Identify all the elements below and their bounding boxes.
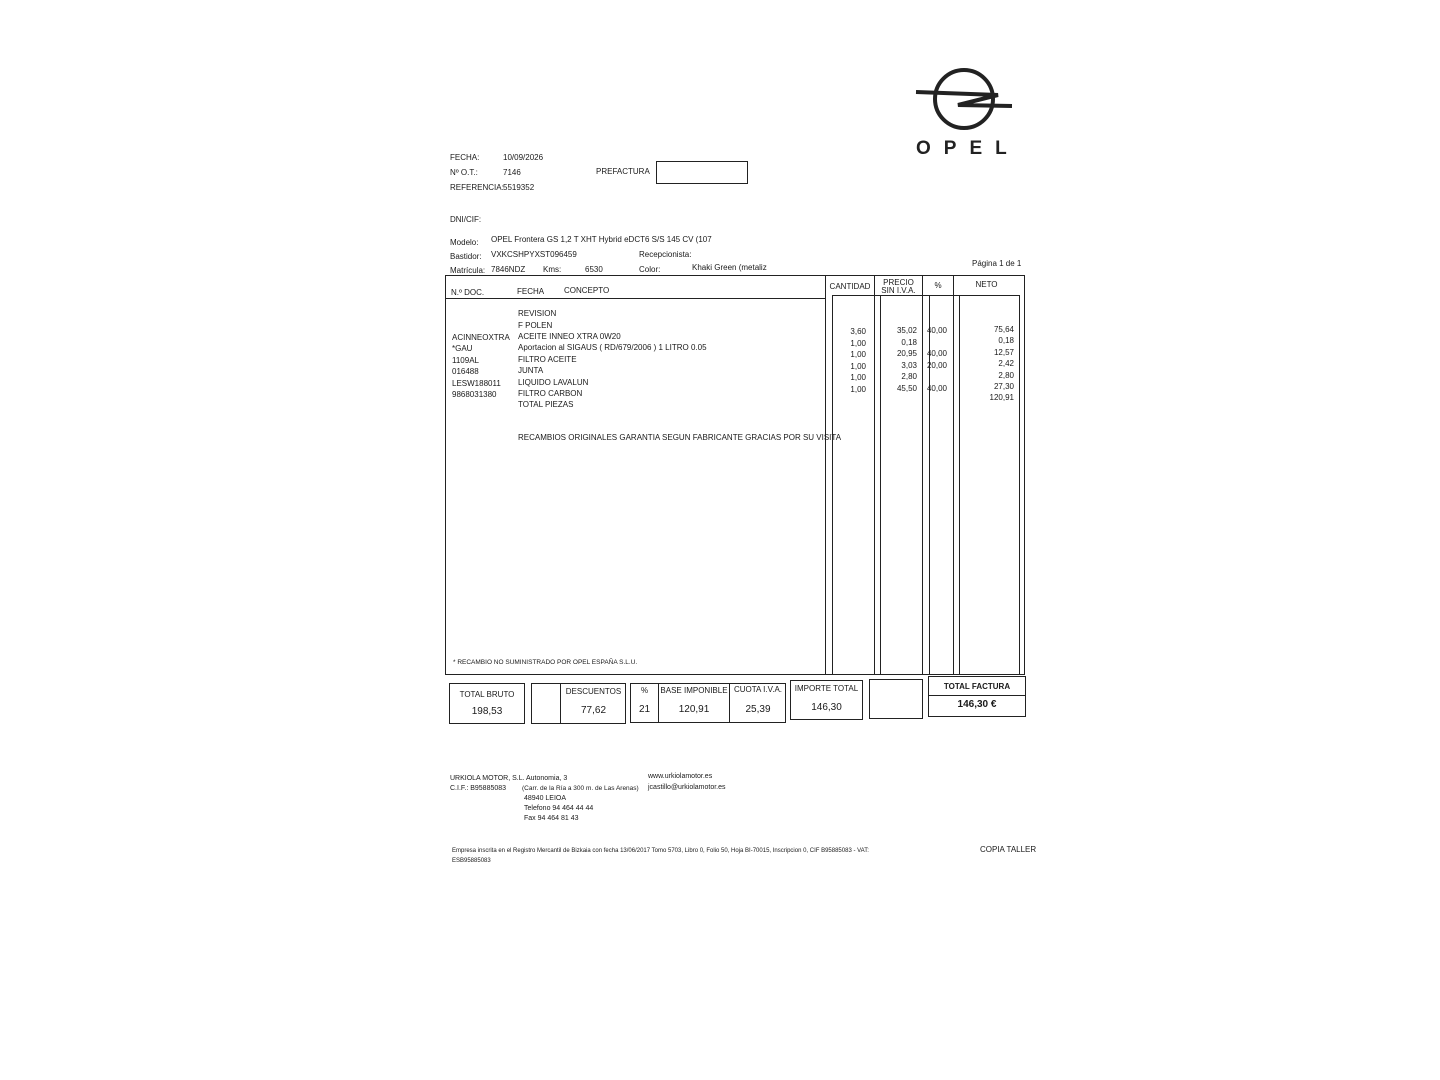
row-pct: 40,00 — [926, 384, 947, 393]
row-doc: 1109AL — [452, 356, 479, 365]
row-cantidad: 3,60 — [850, 327, 866, 336]
row-neto: 27,30 — [993, 382, 1014, 391]
row-pct: 40,00 — [926, 349, 947, 358]
footer-addr2: (Carr. de la Ría a 300 m. de Las Arenas) — [522, 785, 639, 792]
fecha-label: FECHA: — [450, 153, 480, 162]
opel-logo-text: OPEL — [916, 138, 1020, 159]
base-value: 120,91 — [678, 704, 710, 715]
iva-pct-value: 21 — [638, 704, 651, 715]
descuentos-label: DESCUENTOS — [565, 687, 622, 696]
ot-value: 7146 — [503, 168, 521, 177]
row-doc: 016488 — [452, 367, 479, 376]
row-neto: 75,64 — [993, 325, 1014, 334]
row-cantidad: 1,00 — [850, 373, 866, 382]
bastidor-value: VXKCSHPYXST096459 — [491, 250, 577, 259]
row-neto: 2,80 — [998, 371, 1014, 380]
header-fecha: FECHA — [517, 287, 545, 296]
row-concepto: Aportacion al SIGAUS ( RD/679/2006 ) 1 LITRO 0.05 — [518, 343, 707, 352]
total-factura-label: TOTAL FACTURA — [943, 682, 1011, 691]
footer-registry: Empresa inscrita en el Registro Mercantil de Bizkaia con fecha 13/06/2017 Tomo 5703, Libro 0, Folio 50, Hoja BI-70015, Inscripcion 0, CIF B95885083 - VAT: — [452, 848, 869, 854]
cuota-value: 25,39 — [745, 704, 771, 715]
total-factura-rule — [929, 695, 1025, 696]
opel-logo-icon — [912, 66, 1016, 132]
col-divider-right-inner — [1019, 295, 1020, 675]
header-pct: % — [934, 281, 942, 290]
footer-email: jcastillo@urkiolamotor.es — [648, 784, 726, 791]
footnote: * RECAMBIO NO SUMINISTRADO POR OPEL ESPAÑA S.L.U. — [453, 659, 638, 666]
row-doc: ACINNEOXTRA — [452, 333, 510, 342]
row-cantidad: 1,00 — [850, 385, 866, 394]
footer-addr3: 48940 LEIOA — [524, 795, 567, 802]
header-rule-right — [832, 295, 1019, 296]
dni-label: DNI/CIF: — [450, 215, 482, 224]
total-piezas-value: 120,91 — [989, 393, 1014, 402]
importe-value: 146,30 — [811, 702, 842, 713]
footer-company: URKIOLA MOTOR, S.L. — [450, 775, 525, 782]
line-revision: REVISION — [518, 309, 557, 318]
footer-cif: C.I.F.: B95885083 — [450, 785, 507, 792]
total-factura-value: 146,30 € — [957, 699, 997, 710]
prefactura-label: PREFACTURA — [596, 167, 650, 176]
header-concepto: CONCEPTO — [564, 286, 610, 295]
pagina-label: Página 1 de 1 — [972, 259, 1022, 268]
footer-registry-vat: ESB95885083 — [452, 858, 491, 864]
header-precio: PRECIO — [883, 278, 914, 287]
row-doc: 9868031380 — [452, 390, 497, 399]
total-piezas-label: TOTAL PIEZAS — [518, 400, 574, 409]
row-doc: *GAU — [452, 344, 473, 353]
row-precio: 35,02 — [896, 326, 917, 335]
header-precio-sub: SIN I.V.A. — [881, 286, 916, 295]
referencia-value: 5519352 — [503, 183, 535, 192]
row-neto: 12,57 — [993, 348, 1014, 357]
kms-label: Kms: — [543, 265, 562, 274]
row-precio: 3,03 — [901, 361, 917, 370]
descuentos-value: 77,62 — [580, 705, 607, 716]
row-concepto: LIQUIDO LAVALUN — [518, 378, 589, 387]
row-precio: 20,95 — [896, 349, 917, 358]
referencia-label: REFERENCIA: — [450, 183, 504, 192]
row-concepto: FILTRO ACEITE — [518, 355, 577, 364]
matricula-value: 7846NDZ — [491, 265, 526, 274]
iva-pct-label: % — [640, 686, 649, 695]
row-pct: 40,00 — [926, 326, 947, 335]
row-concepto: FILTRO CARBON — [518, 389, 583, 398]
total-bruto-label: TOTAL BRUTO — [459, 690, 515, 699]
header-neto: NETO — [975, 280, 998, 289]
prefactura-box — [656, 161, 748, 184]
row-cantidad: 1,00 — [850, 362, 866, 371]
row-precio: 2,80 — [901, 372, 917, 381]
row-doc: LESW188011 — [452, 379, 501, 388]
row-cantidad: 1,00 — [850, 350, 866, 359]
footer-web: www.urkiolamotor.es — [648, 773, 713, 780]
header-doc: N.º DOC. — [451, 288, 485, 297]
row-precio: 45,50 — [896, 384, 917, 393]
importe-label: IMPORTE TOTAL — [794, 684, 859, 693]
recepcionista-label: Recepcionista: — [639, 250, 692, 259]
color-label: Color: — [639, 265, 661, 274]
ot-label: Nº O.T.: — [450, 168, 478, 177]
empty-box — [869, 679, 923, 719]
row-neto: 2,42 — [998, 359, 1014, 368]
row-concepto: ACEITE INNEO XTRA 0W20 — [518, 332, 621, 341]
footer-tel: Telefono 94 464 44 44 — [524, 805, 594, 812]
row-pct: 20,00 — [926, 361, 947, 370]
cuota-label: CUOTA I.V.A. — [733, 685, 782, 694]
col-divider-neto — [953, 275, 954, 675]
row-concepto: JUNTA — [518, 366, 544, 375]
modelo-label: Modelo: — [450, 238, 479, 247]
fecha-value: 10/09/2026 — [503, 153, 544, 162]
row-neto: 0,18 — [998, 336, 1014, 345]
header-cantidad: CANTIDAD — [829, 282, 871, 291]
garantia-note: RECAMBIOS ORIGINALES GARANTIA SEGUN FABRICANTE GRACIAS POR SU VISITA — [518, 433, 842, 442]
total-bruto-value: 198,53 — [471, 706, 503, 717]
footer-fax: Fax 94 464 81 43 — [524, 815, 579, 822]
modelo-value: OPEL Frontera GS 1,2 T XHT Hybrid eDCT6 S/S 145 CV (107 — [491, 235, 712, 244]
line-fpolen: F POLEN — [518, 321, 553, 330]
copia-taller: COPIA TALLER — [980, 845, 1037, 854]
header-rule-left — [445, 298, 825, 299]
color-value: Khaki Green (metaliz — [692, 263, 767, 272]
matricula-label: Matrícula: — [450, 266, 486, 275]
footer-addr1: Autonomia, 3 — [526, 775, 568, 782]
kms-value: 6530 — [585, 265, 603, 274]
row-precio: 0,18 — [901, 338, 917, 347]
bastidor-label: Bastidor: — [450, 252, 482, 261]
row-cantidad: 1,00 — [850, 339, 866, 348]
base-label: BASE IMPONIBLE — [660, 686, 728, 695]
